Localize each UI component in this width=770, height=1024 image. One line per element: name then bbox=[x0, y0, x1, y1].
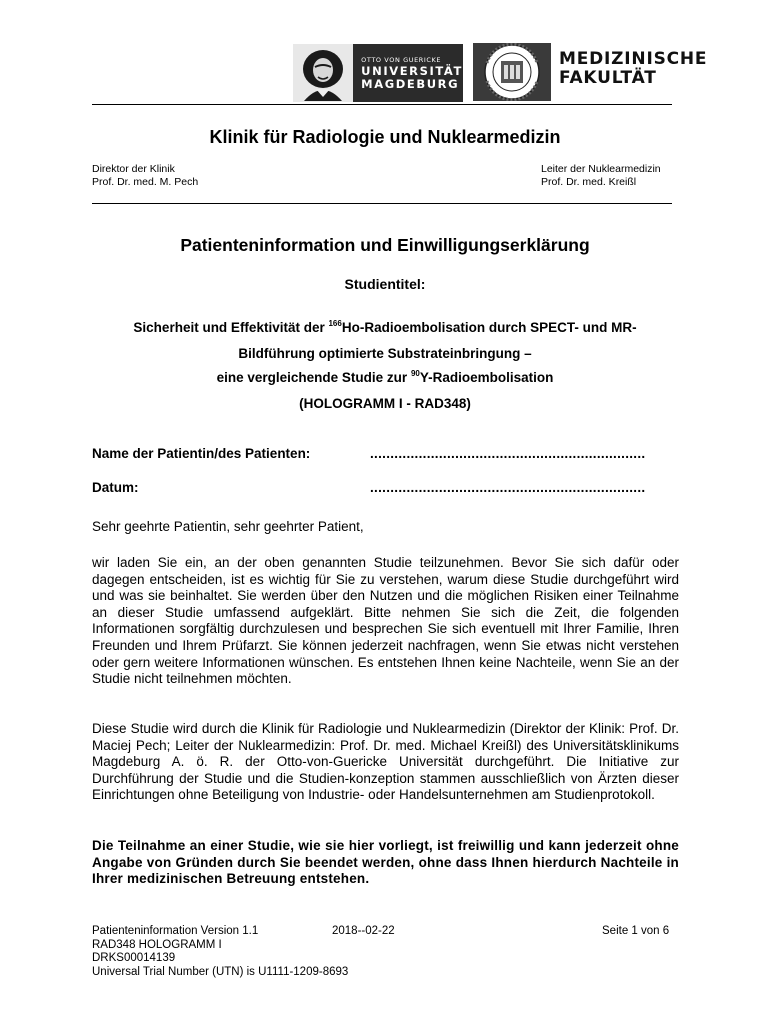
footer-study: RAD348 HOLOGRAMM I bbox=[92, 938, 222, 951]
university-seal-icon bbox=[473, 43, 551, 101]
ovgu-logo bbox=[293, 44, 463, 102]
faculty-logo bbox=[559, 50, 707, 88]
patient-name-field[interactable]: .................................................................... bbox=[370, 446, 646, 461]
study-title-line1: Sicherheit und Effektivität der $^{166}$Ho-Radioembolisation durch SPECT- und MR- bbox=[133, 319, 637, 335]
director-name: Prof. Dr. med. M. Pech bbox=[92, 176, 199, 188]
paragraph-intro: wir laden Sie ein, an der oben genannten Studie teilzunehmen. Bevor Sie sich dafür oder dagegen entscheiden, ist es wichtig für Sie zu verstehen, warum diese Studie durchgeführt wird und was sie beinhaltet. Sie werden über den Nutzen und die möglichen Risiken einer Teilnahme an dieser Studie umfassend aufgeklärt. Bitte nehmen Sie sich die Zeit, die folgenden Informationen sorgfältig durchzulesen und besprechen Sie sich eventuell mit Ihrer Familie, Ihren Freunden und Ihrem Prüfarzt. Sie können jederzeit nachfragen, wenn Sie etwas nicht verstehen oder gern weitere Informationen wünschen. Es entstehen Ihnen keine Nachteile, wenn Sie an der Studie nicht teilnehmen möchten. bbox=[92, 555, 679, 687]
footer-date: 2018--02-22 bbox=[332, 925, 395, 937]
footer-version: Patienteninformation Version 1.1 bbox=[92, 925, 259, 937]
study-label: Studientitel: bbox=[344, 276, 426, 292]
paragraph-voluntary: Die Teilnahme an einer Studie, wie sie hier vorliegt, ist freiwillig und kann jederzeit ohne Angabe von Gründen durch Sie beendet werden, ohne dass Ihnen hierdurch Nachteile in Ihrer medizinischen Betreuung entstehen. bbox=[92, 838, 679, 887]
footer-left bbox=[92, 925, 348, 979]
document-title: Patienteninformation und Einwilligungserklärung bbox=[180, 235, 590, 255]
ovgu-logo-line1: OTTO VON GUERICKE bbox=[361, 55, 442, 64]
ovgu-logo-line2: UNIVERSITÄT bbox=[361, 63, 463, 78]
nuclear-head-role: Leiter der Nuklearmedizin bbox=[541, 163, 661, 175]
director-block bbox=[92, 163, 198, 189]
footer-page-number: Seite 1 von 6 bbox=[602, 925, 670, 937]
header-divider bbox=[92, 104, 672, 105]
patient-name-label: Name der Patientin/des Patienten: bbox=[92, 446, 311, 461]
faculty-logo-line1: MEDIZINISCHE bbox=[559, 49, 708, 69]
ovgu-logo-line3: MAGDEBURG bbox=[361, 76, 460, 91]
paragraph-clinic: Diese Studie wird durch die Klinik für Radiologie und Nuklearmedizin (Direktor der Klinik: Prof. Dr. Maciej Pech; Leiter der Nuklearmedizin: Prof. Dr. med. Michael Kreißl) des Universitätsklinikums Magdeburg A. ö. R. der Otto-von-Guericke Universität durchgeführt. Die Initiative zur Durchführung der Studie und die Studien-konzeption stammen ausschließlich von Ärzten dieser Einrichtungen ohne Beteiligung von Industrie- oder Handelsunternehmen am Studienprotokoll. bbox=[92, 721, 679, 803]
clinic-title: Klinik für Radiologie und Nuklearmedizin bbox=[209, 127, 561, 147]
clinic-divider bbox=[92, 203, 672, 204]
study-title-line2: Bildführung optimierte Substrateinbringung – bbox=[238, 346, 532, 361]
study-title-line3: eine vergleichende Studie zur $^{90}$Y-Radioembolisation bbox=[216, 369, 554, 385]
nuclear-head-block bbox=[541, 163, 661, 189]
date-field[interactable]: .................................................................... bbox=[370, 480, 646, 495]
director-role: Direktor der Klinik bbox=[92, 163, 175, 175]
faculty-logo-line2: FAKULTÄT bbox=[559, 68, 657, 88]
date-label: Datum: bbox=[92, 480, 139, 495]
salutation: Sehr geehrte Patientin, sehr geehrter Patient, bbox=[92, 519, 364, 534]
footer-drks: DRKS00014139 bbox=[92, 952, 176, 964]
study-acronym: (HOLOGRAMM I - RAD348) bbox=[299, 396, 471, 411]
guericke-portrait-icon bbox=[293, 44, 353, 102]
nuclear-head-name: Prof. Dr. med. Kreißl bbox=[541, 176, 637, 188]
footer-utn: Universal Trial Number (UTN) is U1111-1209-8693 bbox=[92, 965, 349, 978]
